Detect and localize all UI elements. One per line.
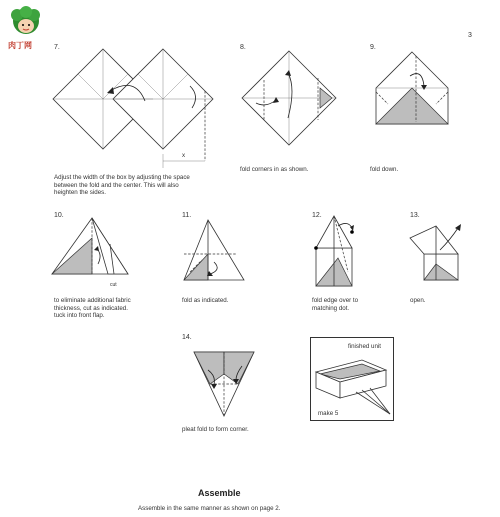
logo-text: 肉丁网 <box>8 41 32 50</box>
step-13-number: 13. <box>410 212 420 219</box>
step-13-diagram <box>406 214 476 294</box>
step-10-diagram <box>48 214 158 294</box>
finished-unit-note: make 5 <box>318 410 339 417</box>
step-8-number: 8. <box>240 44 246 51</box>
assemble-text: Assemble in the same manner as shown on page 2. <box>138 505 281 512</box>
step-11-number: 11. <box>182 212 192 219</box>
step-12-number: 12. <box>312 212 322 219</box>
step-14-caption: pleat fold to form corner. <box>182 426 249 433</box>
step-8-caption: fold corners in as shown. <box>240 166 309 173</box>
step-12-diagram <box>308 212 378 292</box>
finished-unit-title: finished unit <box>348 343 382 350</box>
step-12-caption: fold edge over to matching dot. <box>312 297 359 312</box>
step-7-number: 7. <box>54 44 60 51</box>
step-8-diagram <box>236 48 346 158</box>
page-number: 3 <box>468 32 472 39</box>
step-10-number: 10. <box>54 212 64 219</box>
step-9-caption: fold down. <box>370 166 399 173</box>
step-7-caption: Adjust the width of the box by adjusting the space between the fold and the center. This will also heighten the sides. <box>54 174 190 197</box>
assemble-heading: Assemble <box>198 488 241 498</box>
step-10-cut-label: cut <box>110 282 117 288</box>
step-11-diagram <box>180 214 270 294</box>
logo-mascot-icon <box>6 6 46 40</box>
step-7-diagram <box>50 46 220 176</box>
step-13-caption: open. <box>410 297 426 304</box>
step-9-number: 9. <box>370 44 376 51</box>
step-7-dim-label: x <box>182 152 186 159</box>
step-11-caption: fold as indicated. <box>182 297 229 304</box>
logo <box>6 6 46 50</box>
step-14-number: 14. <box>182 334 192 341</box>
step-10-caption: to eliminate additional fabric thickness, cut as indicated. tuck into front flap. <box>54 297 131 320</box>
step-14-diagram <box>190 344 280 424</box>
step-9-diagram <box>366 48 466 148</box>
